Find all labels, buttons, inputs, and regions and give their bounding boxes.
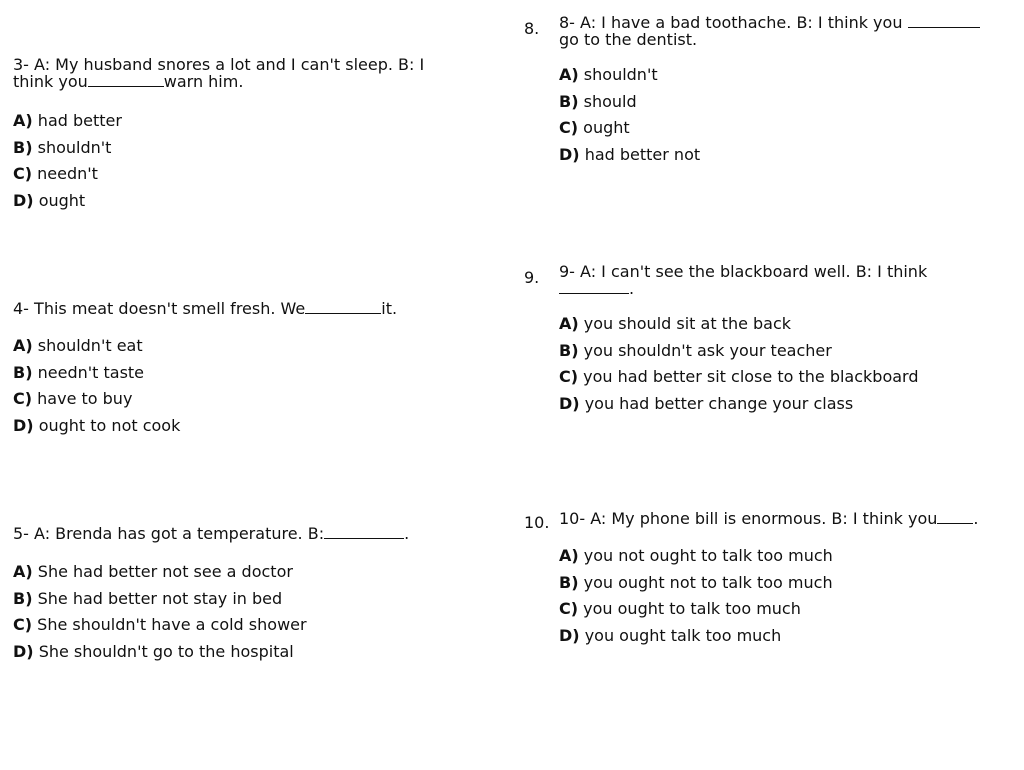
question-5-stem-start: 5- A: Brenda has got a temperature. B: bbox=[13, 524, 325, 543]
option-letter: C) bbox=[13, 164, 33, 183]
answer-blank bbox=[305, 301, 381, 314]
answer-blank bbox=[88, 74, 164, 87]
question-9 bbox=[524, 262, 1019, 417]
option-letter: A) bbox=[13, 562, 33, 581]
question-9-stem-line-1: 9- A: I can't see the blackboard well. B: I think bbox=[559, 262, 928, 281]
answer-blank bbox=[324, 526, 404, 539]
option-text: you had better change your class bbox=[584, 393, 854, 413]
question-3-option-d[interactable] bbox=[13, 188, 483, 215]
option-text: had better not bbox=[584, 144, 701, 164]
option-text: have to buy bbox=[37, 389, 133, 408]
option-text: ought bbox=[583, 118, 630, 137]
question-3-option-a[interactable] bbox=[13, 108, 483, 135]
question-4-option-a[interactable] bbox=[13, 333, 483, 360]
question-9-option-d[interactable] bbox=[559, 391, 1019, 418]
option-text: She shouldn't go to the hospital bbox=[38, 641, 294, 661]
question-8-stem-line-2: go to the dentist. bbox=[559, 30, 698, 49]
question-4-stem bbox=[13, 300, 483, 317]
option-text: had better bbox=[37, 111, 122, 130]
question-9-stem-line-2-end: . bbox=[629, 279, 635, 298]
question-4-option-d[interactable] bbox=[13, 413, 483, 440]
question-10-options bbox=[559, 543, 1019, 649]
option-letter: A) bbox=[13, 111, 33, 130]
question-3-option-c[interactable] bbox=[13, 161, 483, 188]
question-8-options bbox=[559, 62, 1019, 168]
question-3-option-b[interactable] bbox=[13, 135, 483, 162]
question-10-option-d[interactable] bbox=[559, 623, 1019, 650]
question-4-stem-start: 4- This meat doesn't smell fresh. We bbox=[13, 299, 306, 318]
option-text: needn't taste bbox=[37, 362, 145, 382]
option-letter: A) bbox=[559, 546, 579, 565]
question-9-option-b[interactable] bbox=[559, 338, 1019, 365]
question-5-option-a[interactable] bbox=[13, 559, 483, 586]
answer-blank bbox=[937, 511, 973, 524]
question-8-number: 8. bbox=[524, 19, 540, 38]
option-letter: B) bbox=[13, 588, 33, 608]
question-4 bbox=[13, 300, 483, 439]
question-8-option-d[interactable] bbox=[559, 142, 1019, 169]
option-text: ought to not cook bbox=[38, 415, 181, 435]
question-3-stem bbox=[13, 56, 483, 90]
question-10-option-b[interactable] bbox=[559, 570, 1019, 597]
question-8-stem-line-1: 8- A: I have a bad toothache. B: I think you bbox=[559, 13, 903, 32]
question-10-stem-start: 10- A: My phone bill is enormous. B: I think you bbox=[559, 509, 938, 528]
question-9-number: 9. bbox=[524, 268, 540, 287]
question-5-option-d[interactable] bbox=[13, 639, 483, 666]
question-10 bbox=[524, 509, 1019, 649]
option-text: ought bbox=[38, 190, 86, 210]
question-9-option-c[interactable] bbox=[559, 364, 1019, 391]
question-8 bbox=[524, 13, 1019, 168]
option-text: you had better sit close to the blackboard bbox=[583, 367, 919, 386]
option-letter: C) bbox=[13, 615, 33, 634]
option-text: you ought talk too much bbox=[584, 625, 782, 645]
question-3-stem-line-1: 3- A: My husband snores a lot and I can't sleep. B: I bbox=[13, 55, 425, 74]
option-letter: A) bbox=[13, 336, 33, 355]
question-5 bbox=[13, 525, 483, 665]
option-letter: D) bbox=[13, 641, 34, 661]
answer-blank bbox=[559, 281, 629, 294]
question-3 bbox=[13, 56, 483, 214]
option-text: needn't bbox=[37, 164, 98, 183]
question-10-number: 10. bbox=[524, 513, 550, 532]
option-text: you ought not to talk too much bbox=[583, 572, 833, 592]
option-letter: A) bbox=[559, 314, 579, 333]
option-letter: B) bbox=[559, 340, 579, 360]
option-text: should bbox=[583, 91, 637, 111]
option-letter: D) bbox=[559, 625, 580, 645]
question-3-stem-line-2-end: warn him. bbox=[163, 72, 244, 91]
option-text: She had better not stay in bed bbox=[37, 588, 283, 608]
question-5-option-b[interactable] bbox=[13, 586, 483, 613]
question-5-options bbox=[13, 559, 483, 665]
question-5-stem bbox=[13, 525, 483, 542]
option-letter: B) bbox=[559, 572, 579, 592]
option-letter: D) bbox=[559, 144, 580, 164]
option-letter: B) bbox=[559, 91, 579, 111]
option-letter: C) bbox=[559, 118, 579, 137]
option-text: you ought to talk too much bbox=[583, 599, 801, 618]
option-letter: B) bbox=[13, 137, 33, 157]
question-8-option-c[interactable] bbox=[559, 115, 1019, 142]
question-8-option-a[interactable] bbox=[559, 62, 1019, 89]
option-text: shouldn't eat bbox=[37, 336, 143, 355]
option-letter: C) bbox=[559, 599, 579, 618]
question-5-stem-end: . bbox=[404, 524, 410, 543]
option-text: shouldn't bbox=[583, 65, 658, 84]
question-9-options bbox=[559, 311, 1019, 417]
option-text: you shouldn't ask your teacher bbox=[583, 340, 832, 360]
question-8-option-b[interactable] bbox=[559, 89, 1019, 116]
option-text: you should sit at the back bbox=[583, 314, 792, 333]
question-9-stem bbox=[559, 263, 1019, 297]
option-letter: B) bbox=[13, 362, 33, 382]
option-letter: A) bbox=[559, 65, 579, 84]
option-text: shouldn't bbox=[37, 137, 112, 157]
option-letter: C) bbox=[559, 367, 579, 386]
question-4-options bbox=[13, 333, 483, 439]
option-letter: D) bbox=[13, 190, 34, 210]
question-8-stem bbox=[559, 14, 1019, 48]
question-10-option-a[interactable] bbox=[559, 543, 1019, 570]
question-4-stem-end: it. bbox=[381, 299, 398, 318]
question-4-option-b[interactable] bbox=[13, 360, 483, 387]
question-9-option-a[interactable] bbox=[559, 311, 1019, 338]
option-text: She had better not see a doctor bbox=[37, 562, 293, 581]
question-5-option-c[interactable] bbox=[13, 612, 483, 639]
option-letter: C) bbox=[13, 389, 33, 408]
option-text: you not ought to talk too much bbox=[583, 546, 833, 565]
option-letter: D) bbox=[13, 415, 34, 435]
answer-blank bbox=[908, 15, 980, 28]
question-10-stem bbox=[559, 510, 1019, 527]
option-text: She shouldn't have a cold shower bbox=[37, 615, 307, 634]
question-4-option-c[interactable] bbox=[13, 386, 483, 413]
question-3-stem-line-2: think you bbox=[13, 72, 88, 91]
question-10-option-c[interactable] bbox=[559, 596, 1019, 623]
question-10-stem-end: . bbox=[973, 509, 979, 528]
question-3-options bbox=[13, 108, 483, 214]
option-letter: D) bbox=[559, 393, 580, 413]
